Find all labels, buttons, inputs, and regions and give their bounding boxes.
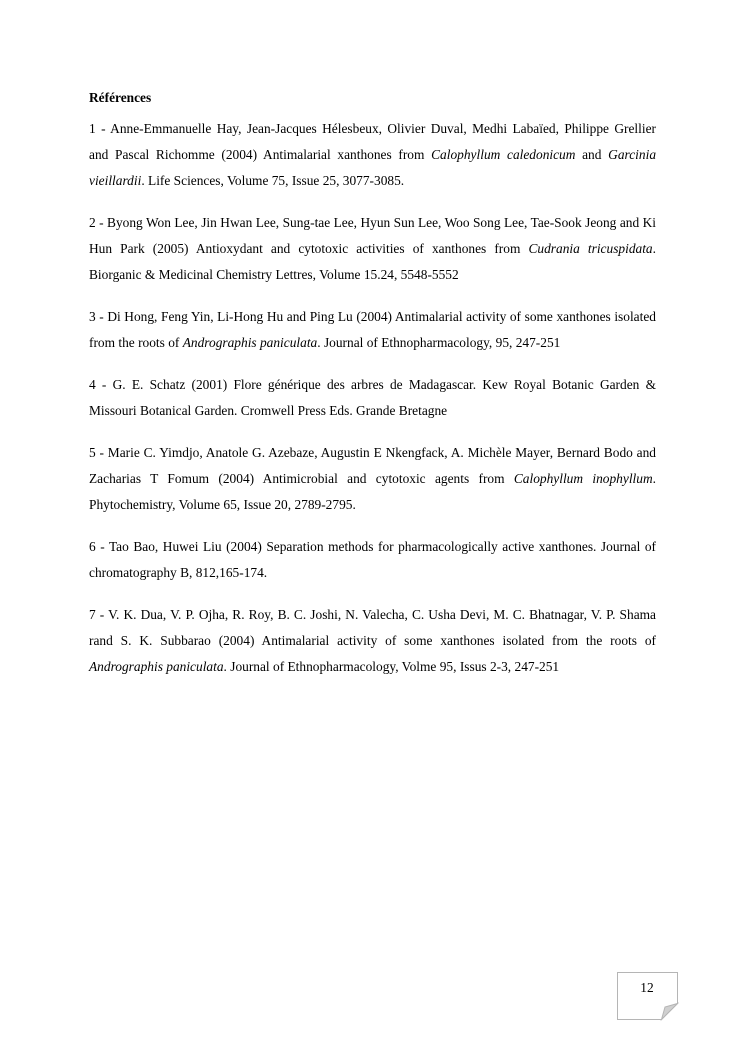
reference-item: [89, 304, 656, 356]
document-page: [89, 88, 656, 680]
reference-list: [89, 116, 656, 680]
reference-text: . Phytochemistry, Volume 65, Issue 20, 2789-2795.: [89, 471, 656, 512]
reference-text: 1 - Anne-Emmanuelle Hay, Jean-Jacques Hélesbeux, Olivier Duval, Medhi Labaïed, Philippe Grellier and Pascal Richomme (2004) Antimalarial xanthones from: [89, 121, 656, 162]
reference-text: 2 - Byong Won Lee, Jin Hwan Lee, Sung-tae Lee, Hyun Sun Lee, Woo Song Lee, Tae-Sook Jeong and Ki Hun Park (2005) Antioxydant and cytotoxic activities of xanthones from: [89, 215, 656, 256]
reference-item: [89, 116, 656, 194]
reference-item: [89, 440, 656, 518]
reference-text: 3 - Di Hong, Feng Yin, Li-Hong Hu and Ping Lu (2004) Antimalarial activity of some xanthones isolated from the roots of: [89, 309, 656, 350]
reference-text: 4 - G. E. Schatz (2001) Flore générique des arbres de Madagascar. Kew Royal Botanic Garden & Missouri Botanical Garden. Cromwell Press Eds. Grande Bretagne: [89, 377, 656, 418]
reference-text: 6 - Tao Bao, Huwei Liu (2004) Separation methods for pharmacologically active xanthones. Journal of chromatography B, 812,165-174.: [89, 539, 656, 580]
reference-italic-text: Garcinia vieillardii: [89, 147, 657, 188]
reference-italic-text: Andrographis paniculata: [182, 335, 318, 350]
reference-item: [89, 210, 656, 288]
reference-text: . Life Sciences, Volume 75, Issue 25, 3077-3085.: [141, 173, 405, 188]
reference-italic-text: Andrographis paniculata: [89, 659, 224, 674]
references-heading: Références: [89, 90, 152, 105]
reference-text: . Journal of Ethnopharmacology, Volme 95, Issus 2-3, 247-251: [223, 659, 560, 674]
reference-text: . Journal of Ethnopharmacology, 95, 247-251: [317, 335, 561, 350]
reference-text: . Biorganic & Medicinal Chemistry Lettres, Volume 15.24, 5548-5552: [89, 241, 656, 282]
page-number: 12: [640, 980, 654, 995]
page-number-box: [617, 972, 677, 1020]
reference-italic-text: Calophyllum caledonicum: [431, 147, 576, 162]
reference-item: [89, 372, 656, 424]
reference-text: 5 - Marie C. Yimdjo, Anatole G. Azebaze, Augustin E Nkengfack, A. Michèle Mayer, Bernard Bodo and Zacharias T Fomum (2004) Antimicrobial and cytotoxic agents from: [89, 445, 656, 486]
reference-italic-text: Cudrania tricuspidata: [528, 241, 653, 256]
reference-item: [89, 534, 656, 586]
reference-item: [89, 602, 656, 680]
reference-italic-text: Calophyllum inophyllum: [513, 471, 653, 486]
reference-text: 7 - V. K. Dua, V. P. Ojha, R. Roy, B. C. Joshi, N. Valecha, C. Usha Devi, M. C. Bhatnagar, V. P. Shama rand S. K. Subbarao (2004) Antimalarial activity of some xanthones isolated from the roots of: [89, 607, 656, 648]
reference-text: and: [575, 147, 609, 162]
